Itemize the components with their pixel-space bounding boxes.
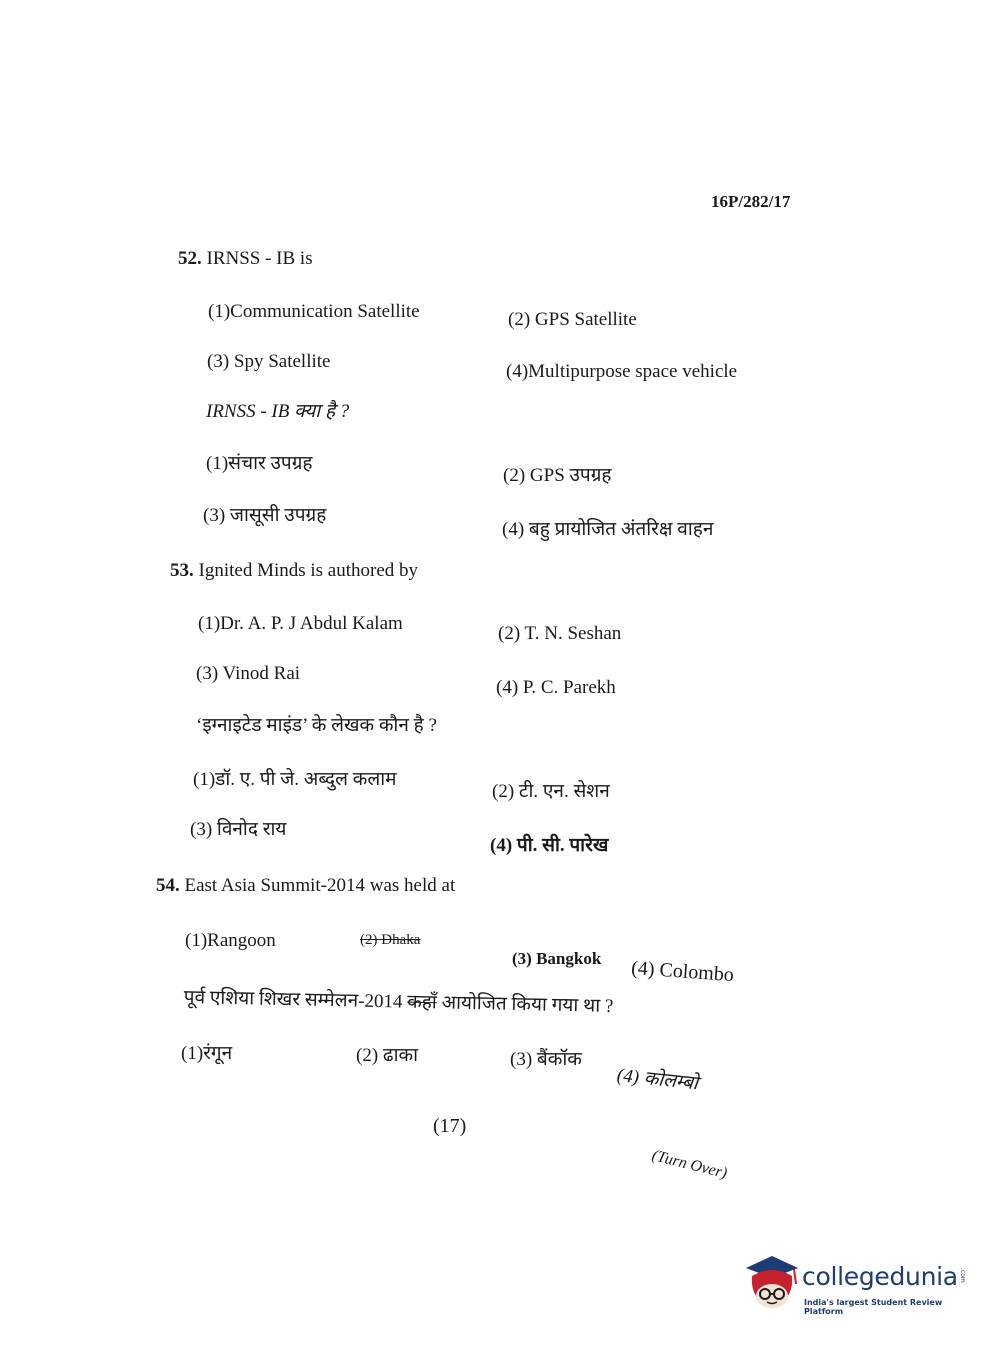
question-text-en: Ignited Minds is authored by (198, 560, 419, 581)
option-q54-en-2: (2) Dhaka (360, 932, 421, 948)
option-q54-hi-4: (4) कोलम्बो (615, 1065, 699, 1095)
mascot-icon (742, 1250, 802, 1320)
question-number: 52. (178, 248, 202, 269)
option-q52-en-2: (2) GPS Satellite (508, 309, 637, 330)
option-q52-en-1: (1)Communication Satellite (208, 301, 420, 322)
option-q52-en-4: (4)Multipurpose space vehicle (506, 361, 738, 382)
question-number: 54. (156, 875, 180, 896)
option-q52-hi-4: (4) बहु प्रायोजित अंतरिक्ष वाहन (502, 519, 714, 540)
question-text-hi-part: पूर्व एशिया शिखर सम्मेलन-2014 (183, 987, 403, 1013)
option-q54-hi-2: (2) ढाका (356, 1045, 419, 1066)
paper-code: 16P/282/17 (711, 192, 791, 211)
question-54 (156, 876, 455, 895)
option-q54-en-4: (4) Colombo (630, 957, 735, 987)
collegedunia-watermark (742, 1250, 972, 1320)
question-text-hi-struck: कहाँ (406, 991, 438, 1014)
brand-suffix: .com (959, 1268, 966, 1283)
question-52 (178, 249, 313, 268)
option-q53-en-1: (1)Dr. A. P. J Abdul Kalam (198, 613, 403, 634)
brand-tagline: India's largest Student Review Platform (804, 1298, 943, 1316)
option-q52-en-3: (3) Spy Satellite (207, 351, 331, 372)
question-54-text-hi (184, 988, 614, 1016)
question-text-hi-part: आयोजित किया गया था ? (441, 992, 614, 1017)
question-text-en: IRNSS - IB is (206, 248, 313, 269)
turn-over-note: (Turn Over) (650, 1147, 729, 1183)
option-q54-en-1: (1)Rangoon (185, 930, 276, 951)
option-q53-hi-1: (1)डॉ. ए. पी जे. अब्दुल कलाम (193, 769, 397, 790)
option-q52-hi-3: (3) जासूसी उपग्रह (203, 505, 327, 526)
option-q53-hi-3: (3) विनोद राय (190, 819, 287, 840)
mascot-cap-tassel (794, 1269, 796, 1284)
question-number: 53. (170, 560, 194, 581)
option-q52-hi-2: (2) GPS उपग्रह (503, 465, 612, 486)
option-q53-en-4: (4) P. C. Parekh (496, 677, 616, 698)
option-q53-hi-2: (2) टी. एन. सेशन (492, 781, 610, 802)
option-q54-hi-3: (3) बैंकॉक (510, 1049, 582, 1070)
question-53-text-hi: ‘इग्नाइटेड माइंड’ के लेखक कौन है ? (196, 715, 437, 736)
option-q54-en-3: (3) Bangkok (512, 949, 602, 968)
option-q53-en-3: (3) Vinod Rai (196, 663, 301, 684)
option-q54-hi-1: (1)रंगून (181, 1043, 233, 1064)
question-52-text-hi: IRNSS - IB क्या है ? (206, 401, 350, 422)
option-q52-hi-1: (1)संचार उपग्रह (206, 453, 313, 474)
option-q53-en-2: (2) T. N. Seshan (498, 623, 622, 644)
question-53 (170, 561, 418, 580)
page-number: (17) (433, 1115, 467, 1137)
option-q53-hi-4: (4) पी. सी. पारेख (490, 835, 609, 856)
question-text-en: East Asia Summit-2014 was held at (184, 875, 456, 896)
brand-name: collegedunia (802, 1262, 958, 1291)
